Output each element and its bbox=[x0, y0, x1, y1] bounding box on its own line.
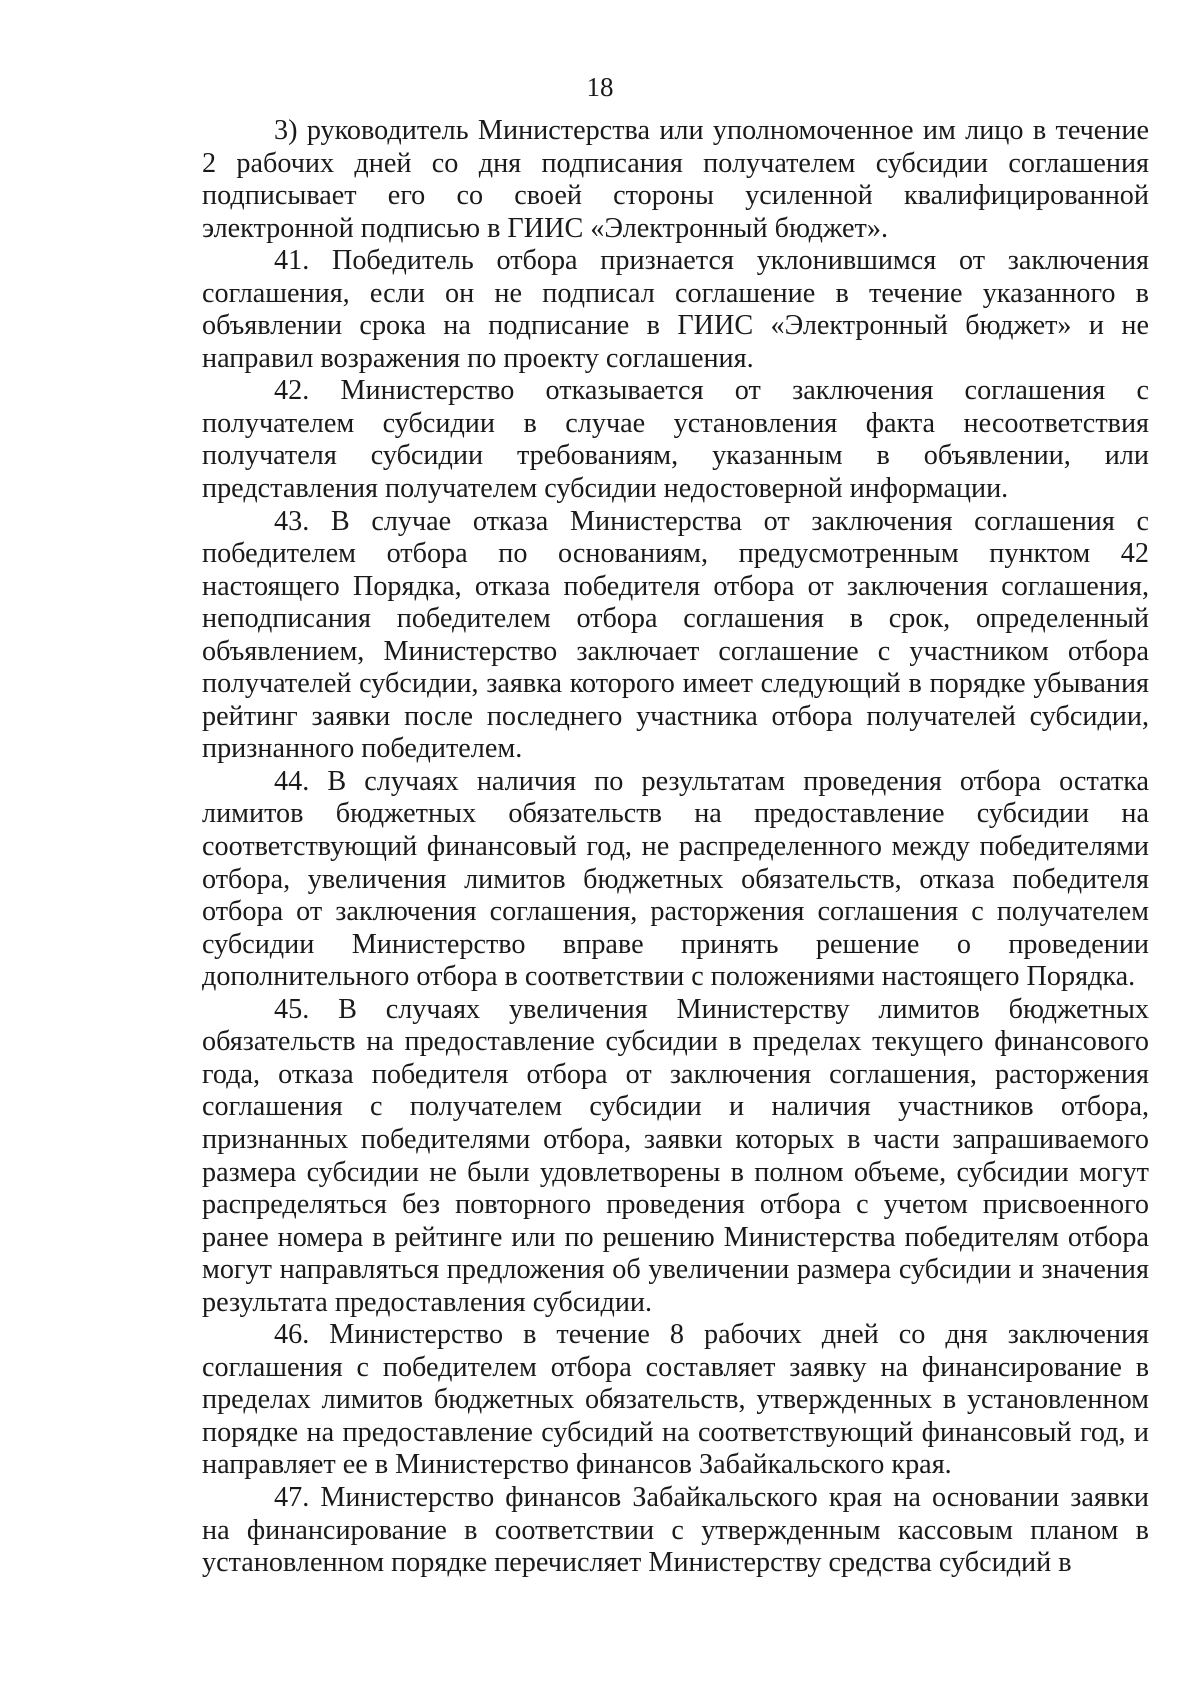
paragraph-47: 47. Министерство финансов Забайкальского края на основании заявки на финансирование в соответствии с утвержденным кассовым планом в установленном порядке перечисляет Министерству средства субсидий в bbox=[202, 1481, 1149, 1579]
document-body bbox=[202, 115, 1149, 1580]
paragraph-41: 41. Победитель отбора признается уклонившимся от заключения соглашения, если он не подписал соглашение в течение указанного в объявлении срока на подписание в ГИИС «Электронный бюджет» и не направил возражения по проекту соглашения. bbox=[202, 245, 1149, 374]
paragraph-44: 44. В случаях наличия по результатам проведения отбора остатка лимитов бюджетных обязательств на предоставление субсидии на соответствующий финансовый год, не распределенного между победителями отбора, увеличения лимитов бюджетных обязательств, отказа победителя отбора от заключения соглашения, расторжения соглашения с получателем субсидии Министерство вправе принять решение о проведении дополнительного отбора в соответствии с положениями настоящего Порядка. bbox=[202, 765, 1149, 993]
page-number: 18 bbox=[586, 72, 614, 102]
paragraph-46: 46. Министерство в течение 8 рабочих дней со дня заключения соглашения с победителем отбора составляет заявку на финансирование в пределах лимитов бюджетных обязательств, утвержденных в установленном порядке на предоставление субсидий на соответствующий финансовый год, и направляет ее в Министерство финансов Забайкальского края. bbox=[202, 1319, 1149, 1481]
paragraph-42: 42. Министерство отказывается от заключения соглашения с получателем субсидии в случае установления факта несоответствия получателя субсидии требованиям, указанным в объявлении, или представления получателем субсидии недостоверной информации. bbox=[202, 375, 1149, 505]
paragraph-45: 45. В случаях увеличения Министерству лимитов бюджетных обязательств на предоставление субсидии в пределах текущего финансового года, отказа победителя отбора от заключения соглашения, расторжения соглашения с получателем субсидии и наличия участников отбора, признанных победителями отбора, заявки которых в части запрашиваемого размера субсидии не были удовлетворены в полном объеме, субсидии могут распределяться без повторного проведения отбора с учетом присвоенного ранее номера в рейтинге или по решению Министерства победителям отбора могут направляться предложения об увеличении размера субсидии и значения результата предоставления субсидии. bbox=[202, 993, 1149, 1318]
paragraph-43: 43. В случае отказа Министерства от заключения соглашения с победителем отбора по основаниям, предусмотренным пунктом 42 настоящего Порядка, отказа победителя отбора от заключения соглашения, неподписания победителем отбора соглашения в срок, определенный объявлением, Министерство заключает соглашение с участником отбора получателей субсидии, заявка которого имеет следующий в порядке убывания рейтинг заявки после последнего участника отбора получателей субсидии, признанного победителем. bbox=[202, 505, 1149, 765]
paragraph-item-3: 3) руководитель Министерства или уполномоченное им лицо в течение 2 рабочих дней со дня подписания получателем субсидии соглашения подписывает его со своей стороны усиленной квалифицированной электронной подписью в ГИИС «Электронный бюджет». bbox=[202, 115, 1149, 244]
